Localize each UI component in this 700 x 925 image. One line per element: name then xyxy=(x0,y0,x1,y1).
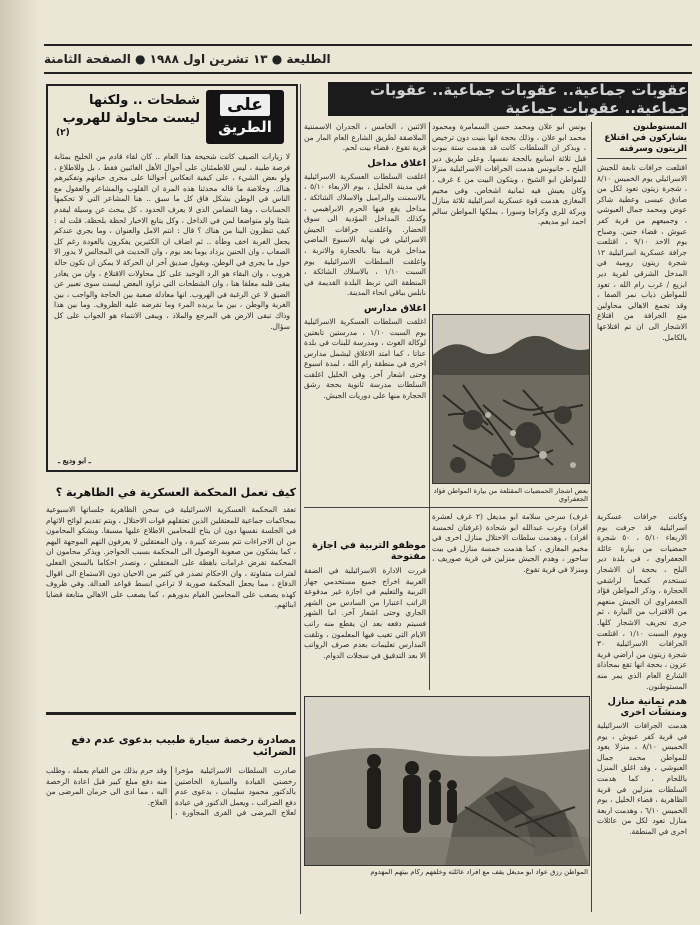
closures-article xyxy=(304,122,426,512)
villages-article xyxy=(432,122,586,310)
uprooted-trees-image xyxy=(433,315,589,483)
section-rule xyxy=(304,507,588,508)
column-logo xyxy=(206,90,284,144)
doctor-article xyxy=(46,720,296,915)
houses-subhead: هدم ثمانية منازل ومنشآت اخرى xyxy=(607,696,687,719)
column-rule xyxy=(300,84,301,914)
trees-article xyxy=(597,122,687,507)
column-headline: شطحات .. ولكنها ليست محاولة للهروب xyxy=(62,93,200,126)
logo-line2: الطريق xyxy=(218,118,272,136)
column-body: لا زيارات الصيف كانت شحيحة هذا العام .. كان لقاء قادم من الخليج بمثابة فرصة طيبة ، ليس للاطمئنان على أحوال الأهل الغائبين فقط ، بل وللاطلاع ، ولو بعض الشيء ، على كيفية انعكاس أحوالنا على مجرى حياتهم وتفكيرهم هناك. وخلاصة ما قاله محدثنا هذه المرة ان القلوب والمشاعر والعقول مع الناس في الوطن بشكل فاق كل ما سبق .. هنا المشاعر التي لا تحكمها الحسابات ، وهنا التضامن الذي لا يعرف الحدود ، كل يبحث عن وسيلة ليقدم شيئا ولو متواضعا لمن في الداخل ، وكل يتابع الاخبار لحظة بلحظة. قلت له : كيف تنظرون الينا من هناك ؟ قال : انتم الامل والعنوان ، وما يجري عندكم يجعل الغربة اخف وطأة .. ثم اضاف ان الكثيرين يفكرون بالعودة رغم كل الصعاب ، وان الحنين يزداد يوما بعد يوم ، وان الحديث في المجالس لا يدور الا حول ما يجري في الوطن. ويقول صديق آخر ان الحركة لا يمكن ان تكون حالة هروب ، وان البقاء هو الرد الوحيد على كل محاولات الاقتلاع ، وان من يغادر يبقى قلبه معلقا هنا ، وان الشطحات التي تراود البعض ليست سوى تعبير عن الضيق لا عن الرغبة في الهروب. انها معادلة صعبة بين الحاجة والواجب ، بين الغربة والوطن ، بين ما يريده المرء وما تفرضه عليه الظروف. وما بين هذا وذاك تبقى الارض هي المرجع والملاذ ، ويبقى الانتماء هو الجواب على كل سؤال. xyxy=(54,152,290,331)
houses-article xyxy=(597,512,687,912)
court-article xyxy=(46,480,296,705)
court-body: تعقد المحكمة العسكرية الاسرائيلية في سجن الظاهرية جلساتها الاسبوعية بمحاكمات جماعية للمعتقلين الذين تعتقلهم قوات الاحتلال ، ويتم تقديم لوائح الاتهام في الجلسة نفسها دون ان يتاح للمحامين الاطلاع عليها مسبقا. ويشكو المحامون من ان الاجراءات تتم بسرعة كبيرة ، وان المعتقلين لا يعرفون التهم الموجهة اليهم ، كما يشكون من صعوبة الوصول الى المحكمة بسبب الحواجز. ويذكر محامون ان المحكمة تفرض غرامات باهظة على المعتقلين ، وتصدر احكاما بالسجن الفعلي لفترات متفاوتة ، وان الاحكام تصدر في كثير من الاحيان دون الاستماع الى اقوال الدفاع ، مما يجعل المحكمة صورية لا تراعي ابسط قواعد العدالة. وفي ظروف كهذه يصعب على المحامين القيام بدورهم ، كما يصعب على الاهالي متابعة قضايا ابنائهم. xyxy=(46,505,296,610)
court-headline: كيف تعمل المحكمة العسكرية في الظاهرية ؟ xyxy=(55,486,296,499)
trees-body: اقتلعت جرافات تابعة للجيش الاسرائيلي يوم الخميس ٨/١٠ ، شجرة زيتون تعود لكل من صادق عيسى وعطية شاكر عوض ومحمد جمال العبوشي ، وجميعهم من قرية كفر عبوش ، قضاء جنين. وصباح يوم الاحد ٩/١٠ ، اقتلعت جرافة عسكرية اسرائيلية ١٢ شجرة زيتون رومية في المدخل الشرقي لقرية دير ابزيع / غرب رام الله ، تعود للمواطن ذياب نمر الصفا ، وقد تجمع الاهالي محاولين منع الجرافة من اقتلاع الاشجار الى ان تم اقتلاعها بالكامل. xyxy=(597,163,687,342)
closures-intro: الاثنين ، الخامس ، الجدران الاسمنتية الملاصقة لطريق الشارع العام المار من قرية تقوع ، قضاء بيت لحم. xyxy=(304,122,426,153)
houses-continued-body: غرف) سرحي سلامة ابو مديغل (٢ غرف لعشرة افراد) وعرب عبدالله ابو شحادة (غرفتان لخمسة افراد) ، وهدمت سلطات الاحتلال منازل اخرى في مخيم المغازي ، كما هدمت خمسة منازل في بيت ساحور ، وهدم الجيش منزلين في قرية صوريف ، ومنزلا في قرية تقوع. xyxy=(432,512,588,574)
trees-headline: المستوطنون يشاركون في اقتلاع الزيتون وسرقته xyxy=(597,122,687,159)
houses-body2: هدمت الجرافات الاسرائيلية في قرية كفر عبوش ، يوم الخميس ٨/١٠ ، منزلا يعود للمواطن محمد جمال العبوشي ، وقد اغلق المنزل باللحام ، كما هدمت السلطات منزلين في قرية الظاهرية ، قضاء الخليل ، يوم الخميس ٦/١٠ ، وهدمت اربعة منازل تعود لكل من عائلات اخرى في المنطقة. xyxy=(597,721,687,837)
entrances-body: اغلقت السلطات العسكرية الاسرائيلية في مدينة الخليل ، يوم الاربعاء ٥/١٠ ، بالاسمنت والبراميل والاسلاك الشائكة ، مداخل يقع فيها الحرم الابراهيمي ، وكذلك المداخل المؤدية الى سوق الخضار. واغلقت جرافات الجيش الاسرائيلي في نهاية الاسبوع الماضي مداخل قرية بيتا بالحجارة والاتربة ، واغلقت السلطات الاسرائيلية يوم السبت ١/١٠ ، بالاسلاك الشائكة ، المنطقة التي تربط البلدة القديمة في نابلس بباقي انحاء المدينة. xyxy=(304,171,426,298)
schools-subhead: اغلاق مدارس xyxy=(364,302,426,314)
column-article xyxy=(54,152,290,452)
masthead-text: الطليعة ● ١٣ تشرين اول ١٩٨٨ ● الصفحة الثامنة xyxy=(44,52,331,66)
page-edge xyxy=(0,0,40,925)
education-headline: موظفو التربية في اجازة مفتوحة xyxy=(312,540,426,562)
doctor-headline: مصادرة رخصة سيارة طبيب بدعوى عدم دفع الضرائب xyxy=(71,734,296,758)
column-number: (٢) xyxy=(56,128,70,138)
column-signature: ـ ابو وديع ـ xyxy=(58,456,91,465)
houses-continued xyxy=(432,512,588,692)
banner-text: عقوبات جماعية.. عقوبات جماعية.. عقوبات جماعية.. عقوبات جماعية xyxy=(370,81,688,117)
schools-body: اغلقت السلطات العسكرية الاسرائيلية يوم السبت ١/١٠ ، مدرستين تابعتين لوكالة الغوث ، ومدرسة للبنات في بلدة عناتا ، كما امتد الاغلاق ليشمل مدارس اخرى في منطقة رام الله ، لمدة اسبوع وحتى اشعار آخر. وفي الخليل اغلقت السلطات مدرسة ثانوية بحجة رشق الحجارة منها على دوريات الجيش. xyxy=(304,316,426,401)
education-body: قررت الادارة الاسرائيلية في الضفة الغربية اخراج جميع مستخدمي جهاز التربية والتعليم في اجازة غير مدفوعة الراتب اعتبارا من السادس من الشهر الجاري وحتى اشعار آخر. اما الشهر فسيتم دفعه بعد ان يقطع منه راتب الايام التي تغيب فيها المعلمون ، وتلقت المدارس تعليمات بعدم صرف الرواتب الا بعد التدقيق في سجلات الدوام. xyxy=(304,566,426,660)
column-rule xyxy=(591,122,592,912)
logo-line1: على xyxy=(220,94,270,116)
education-article xyxy=(304,512,426,692)
bottom-photo-caption: المواطن رزق عواد ابو مديغل يقف مع افراد عائلته وخلفهم ركام بيتهم المهدوم xyxy=(370,868,588,876)
column-rule xyxy=(429,512,430,690)
banner-headline xyxy=(328,82,688,116)
section-rule xyxy=(46,712,296,715)
doctor-body: صادرت السلطات الاسرائيلية مؤخرا رخصتي القيادة والسيارة الخاصتين بالدكتور محمود سليمان ، بدعوى عدم دفع الضرائب ، ويعمل الدكتور في عيادة لعلاج المرضى في القرى المجاورة ، وقد حرم بذلك من القيام بعمله ، وطلب منه دفع مبلغ كبير قبل اعادة الرخصة اليه ، مما ادى الى حرمان المرضى من العلاج. xyxy=(46,766,296,818)
houses-body: وكانت جرافات عسكرية اسرائيلية قد جرفت يوم الاربعاء ٥/١٠ ، ٥٠ شجرة حمضيات من بيارة عائلة الجعفراوي ، في بلدة دير البلح ، بحجة ان الاشجار تستخدم كمخبأ لراشقي الحجارة ، وذكر المواطن فؤاد الجعفراوي ان الجيش منعهم من الاقتراب من البيارة ، ثم جرى تجريف الاشجار كلها. ويوم السبت ١/١٠ ، اقتلعت الجرافات الاسرائيلية ٣٠ شجرة زيتون من اراضي قرية عزون ، بحجة انها تقع بمحاذاة الشارع العام الذي يمر منه المستوطنون. xyxy=(597,512,687,691)
uprooted-trees-photo xyxy=(432,314,590,484)
villages-body: يونس ابو علان ومحمد حسن السمامرة ومحمود محمد ابو علان ، وذلك بحجة انها بنيت دون ترخيص ، ويذكر ان السلطات كانت قد هدمت ستة بيوت قبل ثلاثة اسابيع بالحجة نفسها. وعلى طريق دير البلح ـ خانيونس هدمت الجرافات الاسرائيلية منزلا للمواطن ابو الشيخ ، ويتكون البيت من ٤ غرف ، وكان يعيش فيه ثمانية اشخاص. وفي مخيم المغازي هدمت قوة عسكرية اسرائيلية ثلاثة منازل وبركة للري وكراجا وسورا ، يملكها المواطن سالم احمد ابو مديغم. xyxy=(432,122,586,227)
demolished-house-image xyxy=(305,697,589,865)
page-masthead xyxy=(44,44,692,74)
column-headline-block xyxy=(56,92,200,152)
demolished-house-photo xyxy=(304,696,590,866)
entrances-subhead: اغلاق مداخل xyxy=(367,157,426,169)
top-photo-caption: بعض اشجار الحمضيات المقتلعة من بيارة المواطن فؤاد الجعفراوي xyxy=(433,487,588,503)
column-rule xyxy=(429,122,430,512)
